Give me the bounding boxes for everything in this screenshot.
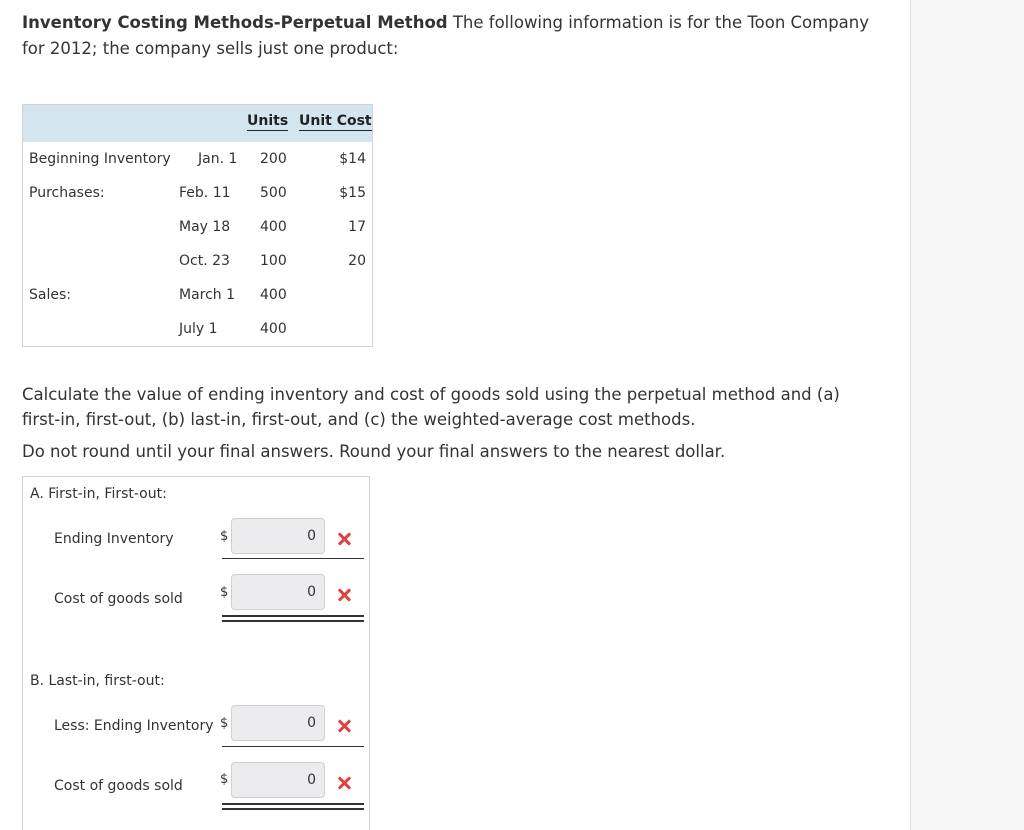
row-date: Feb. 11 (179, 185, 231, 201)
row-units: 100 (260, 253, 287, 269)
right-sidebar (932, 0, 1024, 830)
b-ending-inventory-label: Less: Ending Inventory (54, 718, 214, 734)
a-cogs-input[interactable] (231, 574, 325, 610)
a-ending-inventory-label: Ending Inventory (54, 531, 174, 547)
row-units: 200 (260, 151, 287, 167)
row-units: 500 (260, 185, 287, 201)
row-units: 400 (260, 287, 287, 303)
row-cost: 17 (348, 219, 366, 235)
rounding-note: Do not round until your final answers. Round your final answers to the nearest dollar. (22, 442, 726, 461)
b-cogs-input[interactable] (231, 762, 325, 798)
currency-symbol: $ (220, 585, 229, 600)
question-text: Calculate the value of ending inventory and cost of goods sold using the perpetual method and (a) first-in, first-out, (b) last-in, first-out, and (c) the weighted-average cost methods. (22, 385, 840, 429)
row-date: Oct. 23 (179, 253, 230, 269)
double-underline (222, 803, 364, 810)
problem-title: Inventory Costing Methods-Perpetual Method (22, 13, 448, 32)
row-units: 400 (260, 219, 287, 235)
row-cost: 20 (348, 253, 366, 269)
currency-symbol: $ (220, 772, 229, 787)
row-date: May 18 (179, 219, 231, 235)
x-mark-icon (337, 532, 351, 546)
row-date: Jan. 1 (198, 151, 238, 167)
section-b-heading: B. Last-in, first-out: (30, 673, 165, 689)
b-cogs-label: Cost of goods sold (54, 778, 183, 794)
row-label: Purchases: (29, 185, 105, 201)
row-label: Sales: (29, 287, 71, 303)
currency-symbol: $ (220, 716, 229, 731)
total-underline (222, 746, 364, 747)
x-mark-icon (337, 776, 351, 790)
row-date: March 1 (179, 287, 236, 303)
x-mark-icon (337, 719, 351, 733)
row-cost: $15 (339, 185, 366, 201)
a-ending-inventory-input[interactable] (231, 518, 325, 554)
table-header (23, 105, 372, 142)
row-units: 400 (260, 321, 287, 337)
a-cogs-label: Cost of goods sold (54, 591, 183, 607)
problem-intro (22, 10, 882, 62)
inventory-data-table (22, 104, 373, 347)
section-a-heading: A. First-in, First-out: (30, 486, 167, 502)
total-underline (222, 558, 364, 559)
double-underline (222, 615, 364, 622)
x-mark-icon (337, 588, 351, 602)
currency-symbol: $ (220, 529, 229, 544)
answer-section (22, 476, 370, 830)
row-date: July 1 (179, 321, 218, 337)
row-cost: $14 (339, 151, 366, 167)
header-unit-cost: Unit Cost (299, 113, 372, 129)
header-units: Units (247, 113, 289, 129)
b-ending-inventory-input[interactable] (231, 705, 325, 741)
row-label: Beginning Inventory (29, 151, 171, 167)
problem-text: The following information is for the Toon Company for 2012; the company sells just one product: (22, 13, 870, 58)
